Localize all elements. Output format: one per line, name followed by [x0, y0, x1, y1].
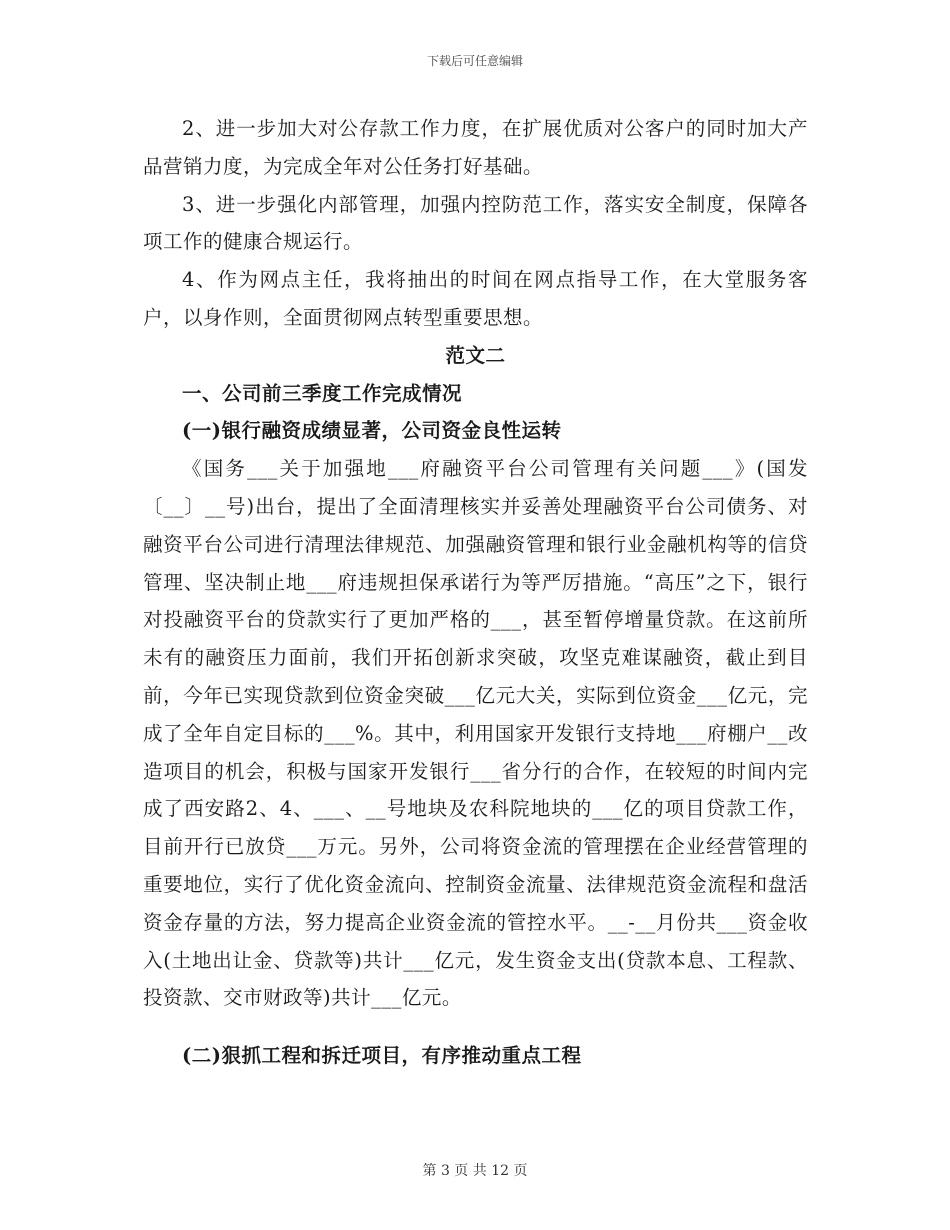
paragraph-item-4: 4、作为网点主任，我将抽出的时间在网点指导工作，在大堂服务客户，以身作则，全面贯彻网点转型重要思想。	[143, 268, 808, 329]
section-title: 范文二	[445, 343, 506, 367]
body-paragraph: 《国务___关于加强地___府融资平台公司管理有关问题___》(国发〔__〕__号)出台，提出了全面清理核实并妥善处理融资平台公司债务、对融资平台公司进行清理法律规范、加强融资管理和银行业金融机构等的信贷管理、坚决制止地___府违规担保承诺行为等严厉措施。“高压”之下，银行对投融资平台的贷款实行了更加严格的___，甚至暂停增量贷款。在这前所未有的融资压力面前，我们开拓创新求突破，攻坚克难谋融资，截止到目前，今年已实现贷款到位资金突破___亿元大关，实际到位资金___亿元，完成了全年自定目标的___%。其中，利用国家开发银行支持地___府棚户__改造项目的机会，积极与国家开发银行___省分行的合作，在较短的时间内完成了西安路2、4、___、__号地块及农科院地块的___亿的项目贷款工作，目前开行已放贷___万元。另外，公司将资金流的管理摆在企业经营管理的重要地位，实行了优化资金流向、控制资金流量、法律规范资金流程和盘活资金存量的方法，努力提高企业资金流的管控水平。__-__月份共___资金收入(土地出让金、贷款等)共计___亿元，发生资金支出(贷款本息、工程款、投资款、交市财政等)共计___亿元。	[143, 457, 808, 1010]
paragraph-item-2: 2、进一步加大对公存款工作力度，在扩展优质对公客户的同时加大产品营销力度，为完成全年对公任务打好基础。	[143, 117, 808, 178]
paragraph-item-3: 3、进一步强化内部管理，加强内控防范工作，落实安全制度，保障各项工作的健康合规运行。	[143, 192, 808, 254]
document-body	[143, 110, 808, 1075]
heading-level-1: 一、公司前三季度工作完成情况	[182, 381, 463, 405]
page-header: 下载后可任意编辑	[426, 54, 523, 68]
heading-level-2: (一)银行融资成绩显著，公司资金良性运转	[182, 419, 562, 443]
page-footer: 第 3 页 共 12 页	[422, 1163, 528, 1179]
heading-level-2-second: (二)狠抓工程和拆迁项目，有序推动重点工程	[182, 1044, 582, 1068]
